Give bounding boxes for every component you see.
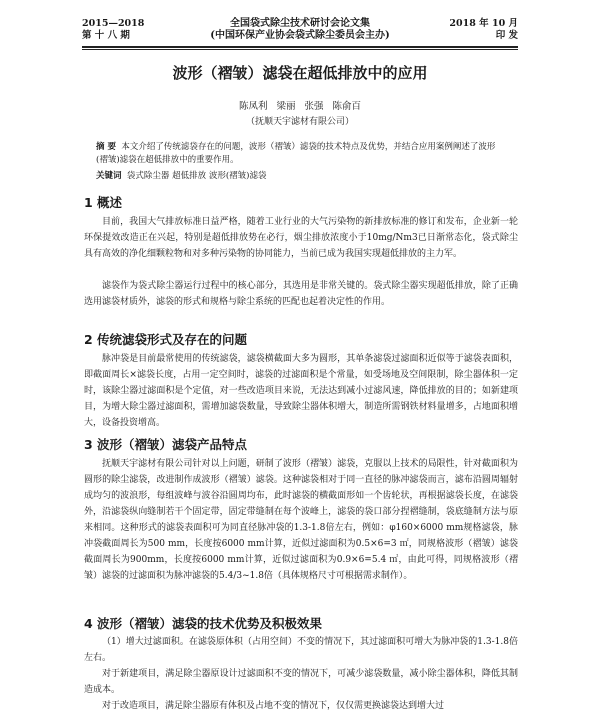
section-1-paragraph-2: 滤袋作为袋式除尘器运行过程中的核心部分，其选用是非常关键的。袋式除尘器实现超低排放，除了正确选用滤袋材质外，滤袋的形式和规格与除尘系统的匹配也起着决定性的作用。 — [84, 281, 518, 307]
keywords-label: 关键词 — [96, 171, 122, 181]
keywords-text: 袋式除尘器 超低排放 波形(褶皱)滤袋 — [126, 171, 267, 181]
header-right — [449, 18, 518, 42]
section-heading-3: 3 波形（褶皱）滤袋产品特点 — [84, 437, 248, 452]
abstract-text: 本文介绍了传统滤袋存在的问题，波形（褶皱）滤袋的技术特点及优势，并结合应用案例阐述了波形(褶皱)滤袋在超低排放中的重要作用。 — [96, 142, 496, 165]
proceedings-title: 全国袋式除尘技术研讨会论文集 — [230, 18, 370, 29]
section-4-paragraph-1: （1）增大过滤面积。在滤袋原体积（占用空间）不变的情况下，其过滤面积可增大为脉冲袋的1.3-1.8倍左右。 — [84, 637, 518, 663]
header-rule-thick — [82, 46, 518, 48]
section-heading-1: 1 概述 — [84, 195, 123, 210]
section-heading-4: 4 波形（褶皱）滤袋的技术优势及积极效果 — [84, 616, 323, 631]
section-2-paragraph-1: 脉冲袋是目前最常使用的传统滤袋，滤袋横截面大多为圆形，其单条滤袋过滤面积近似等于滤袋表面积，即截面周长×滤袋长度，占用一定空间时，滤袋的过滤面积是个常量，如受场地及空间限制，除尘器体积一定时，该除尘器过滤面积是个定值，对一些改造项目来说，无法达到减小过滤风速，降低排放的目的；如新建项目，为增大除尘器过滤面积，需增加滤袋数量，导致除尘器体积增大，制造所需钢铁材料量增多，占地面积增大，设备投资增高。 — [84, 354, 518, 428]
running-header — [82, 18, 518, 48]
paper-authors: 陈凤利 梁丽 张强 陈俞百 — [238, 101, 362, 112]
abstract — [96, 141, 506, 167]
section-heading-2: 2 传统滤袋形式及存在的问题 — [84, 332, 248, 347]
section-4-paragraph-2: 对于新建项目，满足除尘器原设计过滤面积不变的情况下，可减少滤袋数量，减小除尘器体积，降低其制造成本。 — [84, 669, 518, 695]
paper-affiliation: （抚顺天宇滤材有限公司） — [245, 117, 354, 127]
header-date: 2018 年 10 月 — [449, 18, 518, 29]
paper-title: 波形（褶皱）滤袋在超低排放中的应用 — [172, 64, 428, 82]
header-years: 2015—2018 — [82, 18, 145, 29]
abstract-label: 摘 要 — [96, 142, 116, 152]
section-1-paragraph-1: 目前，我国大气排放标准日益严格，随着工业行业的大气污染物的新排放标准的修订和发布，企业新一轮环保提效改造正在兴起，特别是超低排放势在必行，烟尘排放浓度小于10mg/Nm3已日渐常态化，袋式除尘具有高效的净化细颗粒物和对多种污染物的协同能力，当前已成为我国实现超低排放的主力军。 — [84, 217, 518, 259]
proceedings-organizer: (中国环保产业协会袋式除尘委员会主办) — [210, 30, 390, 41]
header-rule-thin — [82, 49, 518, 50]
header-print: 印 发 — [495, 30, 518, 41]
section-4-paragraph-3: 对于改造项目，满足除尘器原有体积及占地不变的情况下，仅仅需更换滤袋达到增大过 — [102, 701, 445, 711]
section-3-paragraph-1: 抚顺天宇滤材有限公司针对以上问题，研制了波形（褶皱）滤袋，克服以上技术的局限性，针对截面积为圆形的除尘滤袋，改进制作成波形（褶皱）滤袋。这种滤袋相对于同一直径的脉冲滤袋而言，滤布沿圆周辐射成均匀的波浪形，每组波峰与波谷沿圆周均布，此时滤袋的横截面形如一个齿轮状，再根据滤袋长度，在滤袋外，沿滤袋纵向缝制若干个固定带，固定带缝制在每个波峰上，滤袋的袋口部分捏褶缝制，袋底缝制方法与原来相同。这种形式的滤袋表面积可为同直径脉冲袋的1.3-1.8倍左右，例如：φ160×6000 mm规格滤袋，脉冲袋截面周长为500 mm，长度按6000 mm计算，近似过滤面积为0.5×6=3 ㎡，同规格波形（褶皱）滤袋截面周长为900mm，长度按6000 mm计算，近似过滤面积为0.9×6=5.4 ㎡，由此可得，同规格波形（褶皱）滤袋的过滤面积为脉冲滤袋的5.4/3~1.8倍（具体规格尺寸可根据需求制作）。 — [84, 459, 518, 581]
keywords — [96, 170, 506, 183]
header-issue: 第 十 八 期 — [82, 30, 130, 41]
